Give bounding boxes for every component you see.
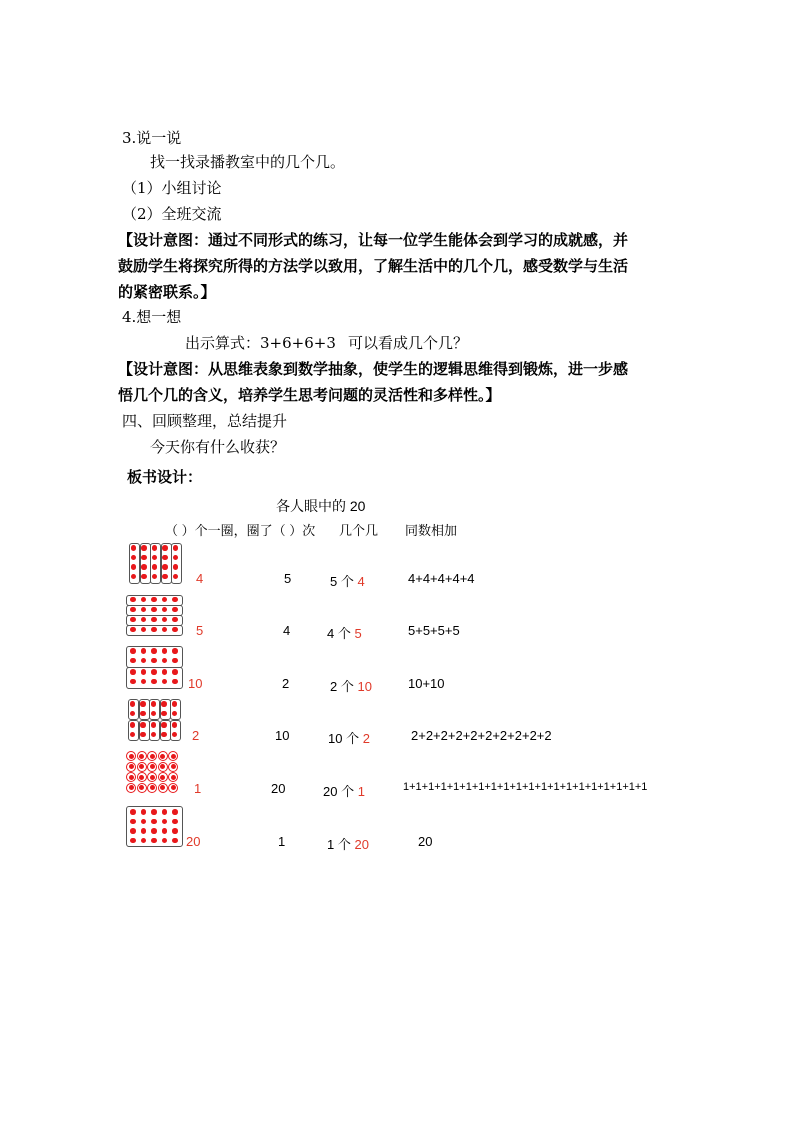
dot-icon <box>141 574 147 580</box>
board-group-size: 4 <box>196 571 204 586</box>
dot-icon <box>171 754 176 759</box>
board-title: 各人眼中的 20 <box>276 498 366 514</box>
dot-icon <box>130 658 136 664</box>
design-intent-1-line-3: 的紧密联系。】 <box>118 283 216 301</box>
dot-icon <box>141 648 147 654</box>
dot-icon <box>131 564 137 570</box>
dot-icon <box>141 669 147 675</box>
board-times: 5 <box>284 571 292 586</box>
dot-icon <box>152 564 158 570</box>
dot-icon <box>150 775 155 780</box>
board-group-size: 2 <box>192 728 200 743</box>
part-4-text: 今天你有什么收获？ <box>150 438 286 456</box>
dot-icon <box>130 669 136 675</box>
section-3-item-1: （1）小组讨论 <box>122 179 222 197</box>
dot-icon <box>151 617 157 623</box>
dot-icon <box>172 809 178 815</box>
board-design-label: 板书设计： <box>127 468 203 486</box>
board-jige-count: 1 个 <box>327 837 355 852</box>
dot-icon <box>161 701 167 707</box>
dot-icon <box>172 627 178 633</box>
dot-icon <box>151 669 157 675</box>
dot-icon <box>161 732 167 738</box>
board-jige-value: 1 <box>357 784 365 799</box>
part-4-title: 四、回顾整理，总结提升 <box>122 412 288 430</box>
section-3-title: 3.说一说 <box>122 129 182 147</box>
dot-icon <box>172 838 178 844</box>
board-group-size: 5 <box>196 623 204 638</box>
dot-icon <box>141 555 147 561</box>
dot-icon <box>171 785 176 790</box>
dot-icon <box>171 775 176 780</box>
dot-icon <box>141 564 147 570</box>
board-jige-count: 20 个 <box>323 784 358 799</box>
dot-icon <box>151 828 157 834</box>
dot-icon <box>151 597 157 603</box>
dot-icon <box>130 607 136 613</box>
dot-icon <box>140 701 146 707</box>
dot-icon <box>130 722 136 728</box>
board-jige-value: 4 <box>357 574 365 589</box>
dot-icon <box>130 648 136 654</box>
dot-icon <box>161 711 167 717</box>
dot-icon <box>172 607 178 613</box>
dot-icon <box>152 545 158 551</box>
dot-icon <box>150 764 155 769</box>
dot-icon <box>130 679 136 685</box>
board-repeated-addition: 10+10 <box>408 676 445 691</box>
board-group-size: 20 <box>186 834 201 849</box>
section-4-text: 出示算式：3+6+6+3 <box>185 334 336 352</box>
board-repeated-addition: 5+5+5+5 <box>408 623 460 638</box>
dot-icon <box>130 617 136 623</box>
board-times: 2 <box>282 676 290 691</box>
board-group-size: 1 <box>194 781 202 796</box>
dot-icon <box>151 819 157 825</box>
board-header-jige: 几个几 <box>339 523 379 538</box>
dot-icon <box>162 574 168 580</box>
board-jige-count: 2 个 <box>330 679 358 694</box>
dot-icon <box>162 669 168 675</box>
dot-icon <box>139 764 144 769</box>
board-jige <box>327 834 369 853</box>
section-4-title: 4.想一想 <box>122 308 182 326</box>
dot-icon <box>129 775 134 780</box>
dot-icon <box>161 722 167 728</box>
dot-icon <box>129 764 134 769</box>
dot-icon <box>162 545 168 551</box>
dot-icon <box>140 722 146 728</box>
dot-icon <box>172 597 178 603</box>
dot-icon <box>129 785 134 790</box>
board-header-circle: （ ）个一圈，圈了（ ）次 <box>165 523 316 538</box>
board-jige-value: 20 <box>354 837 369 852</box>
board-repeated-addition: 1+1+1+1+1+1+1+1+1+1+1+1+1+1+1+1+1+1+1+1 <box>403 781 648 793</box>
dot-icon <box>162 555 168 561</box>
dot-icon <box>131 545 137 551</box>
board-jige-value: 10 <box>357 679 372 694</box>
dot-icon <box>150 754 155 759</box>
dot-icon <box>151 658 157 664</box>
board-jige-count: 10 个 <box>328 731 363 746</box>
dot-icon <box>160 764 165 769</box>
dot-icon <box>172 648 178 654</box>
board-jige <box>323 781 365 800</box>
board-times: 20 <box>271 781 286 796</box>
dot-icon <box>162 564 168 570</box>
dot-icon <box>141 545 147 551</box>
design-intent-2-line-1: 【设计意图：从思维表象到数学抽象，使学生的逻辑思维得到锻炼，进一步感 <box>118 360 629 378</box>
dot-icon <box>130 828 136 834</box>
dot-icon <box>172 617 178 623</box>
dot-icon <box>141 809 147 815</box>
dot-icon <box>140 732 146 738</box>
dot-icon <box>160 785 165 790</box>
board-repeated-addition: 2+2+2+2+2+2+2+2+2+2 <box>411 728 552 743</box>
dot-icon <box>139 754 144 759</box>
dot-icon <box>162 648 168 654</box>
section-4-question: 可以看成几个几？ <box>348 334 469 352</box>
dot-icon <box>151 809 157 815</box>
board-jige-count: 4 个 <box>327 626 355 641</box>
dot-icon <box>172 819 178 825</box>
dot-icon <box>160 754 165 759</box>
board-jige-value: 2 <box>362 731 370 746</box>
design-intent-1-line-1: 【设计意图：通过不同形式的练习，让每一位学生能体会到学习的成就感，并 <box>118 231 629 249</box>
dot-icon <box>173 564 179 570</box>
dot-icon <box>151 627 157 633</box>
board-repeated-addition: 20 <box>418 834 433 849</box>
dot-icon <box>139 775 144 780</box>
dot-icon <box>130 627 136 633</box>
board-times: 4 <box>283 623 291 638</box>
board-header-sum: 同数相加 <box>405 523 458 538</box>
section-3-item-2: （2）全班交流 <box>122 205 222 223</box>
dot-icon <box>130 701 136 707</box>
dot-icon <box>172 722 178 728</box>
dot-icon <box>172 658 178 664</box>
board-group-size: 10 <box>188 676 203 691</box>
board-repeated-addition: 4+4+4+4+4 <box>408 571 475 586</box>
board-jige <box>330 676 372 695</box>
dot-icon <box>172 679 178 685</box>
dot-icon <box>151 648 157 654</box>
dot-icon <box>172 669 178 675</box>
board-times: 1 <box>278 834 286 849</box>
dot-icon <box>172 701 178 707</box>
board-jige <box>330 571 365 590</box>
section-3-text: 找一找录播教室中的几个几。 <box>150 153 346 171</box>
dot-icon <box>172 828 178 834</box>
dot-icon <box>130 838 136 844</box>
dot-icon <box>151 838 157 844</box>
board-jige-value: 5 <box>354 626 362 641</box>
dot-icon <box>130 597 136 603</box>
dot-icon <box>140 711 146 717</box>
board-jige <box>327 623 362 642</box>
board-times: 10 <box>275 728 290 743</box>
dot-icon <box>139 785 144 790</box>
dot-icon <box>141 828 147 834</box>
dot-icon <box>171 764 176 769</box>
dot-icon <box>151 722 157 728</box>
dot-icon <box>162 809 168 815</box>
dot-icon <box>150 785 155 790</box>
dot-icon <box>162 828 168 834</box>
design-intent-2-line-2: 悟几个几的含义，培养学生思考问题的灵活性和多样性。】 <box>118 386 501 404</box>
dot-icon <box>129 754 134 759</box>
board-jige-count: 5 个 <box>330 574 358 589</box>
dot-icon <box>151 679 157 685</box>
board-jige <box>328 728 370 747</box>
dot-icon <box>160 775 165 780</box>
dot-icon <box>130 819 136 825</box>
dot-icon <box>151 607 157 613</box>
dot-icon <box>130 809 136 815</box>
dot-icon <box>151 701 157 707</box>
design-intent-1-line-2: 鼓励学生将探究所得的方法学以致用，了解生活中的几个几，感受数学与生活 <box>118 257 629 275</box>
dot-icon <box>173 545 179 551</box>
